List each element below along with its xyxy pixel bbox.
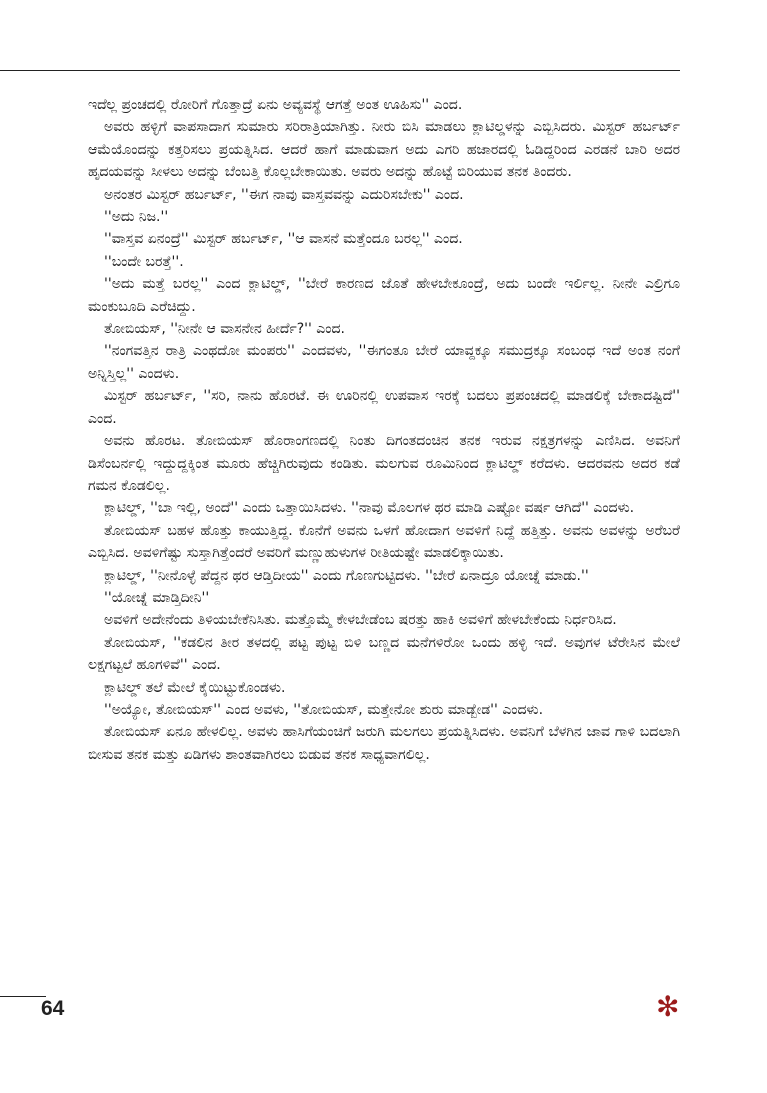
paragraph: ಅವನು ಹೊರಟ. ತೋಬಿಯಸ್ ಹೊರಾಂಗಣದಲ್ಲಿ ನಿಂತು ದಿಗಂತದಂಚಿನ ತನಕ ಇರುವ ನಕ್ಷತ್ರಗಳನ್ನು ಎಣಿಸಿದ. ಅವನಿಗೆ ಡಿಸೆಂಬರ್ನಲ್ಲಿ ಇದ್ದುದ್ದಕ್ಕಿಂತ ಮೂರು ಹೆಚ್ಚಿಗಿರುವುದು ಕಂಡಿತು. ಮಲಗುವ ರೂಮಿನಿಂದ ಕ್ಲಾಟಿಲ್ಡ್ ಕರೆದಳು. ಆದರವನು ಅದರ ಕಡೆ ಗಮನ ಕೊಡಲಿಲ್ಲ. <box>88 433 680 494</box>
paragraph: ಅವರು ಹಳ್ಳಿಗೆ ವಾಪಸಾದಾಗ ಸುಮಾರು ಸರಿರಾತ್ರಿಯಾಗಿತ್ತು. ನೀರು ಬಿಸಿ ಮಾಡಲು ಕ್ಲಾಟಿಲ್ಡಳನ್ನು ಎಬ್ಬಿಸಿದರು. ಮಿಸ್ಟರ್ ಹರ್ಬರ್ಟ್ ಆಮೆಯೊಂದನ್ನು ಕತ್ತರಿಸಲು ಪ್ರಯತ್ನಿಸಿದ. ಆದರೆ ಹಾಗೆ ಮಾಡುವಾಗ ಅದು ಎಗರಿ ಹಜಾರದಲ್ಲಿ ಓಡಿದ್ದರಿಂದ ಎರಡನೆ ಬಾರಿ ಅದರ ಹೃದಯವನ್ನು ಸೀಳಲು ಅದನ್ನು ಬೆಂಬತ್ತಿ ಕೊಲ್ಲಬೇಕಾಯಿತು. ಅವರು ಅದನ್ನು ಹೊಟ್ಟೆ ಬಿರಿಯುವ ತನಕ ತಿಂದರು. <box>88 119 680 181</box>
star-ornament-icon: ✻ <box>656 990 680 1023</box>
page-number: 64 <box>41 997 65 1020</box>
paragraph: ಕ್ಲಾಟಿಲ್ಡ್, ''ಬಾ ಇಲ್ಲಿ, ಅಂದೆ'' ಎಂದು ಒತ್ತಾಯಿಸಿದಳು. ''ನಾವು ಮೊಲಗಳ ಥರ ಮಾಡಿ ಎಷ್ಟೋ ವರ್ಷ ಆಗಿದೆ'' ಎಂದಳು. <box>104 500 635 517</box>
paragraph: ''ವಾಸ್ತವ ಏನಂದ್ರೆ'' ಮಿಸ್ಟರ್ ಹರ್ಬರ್ಟ್, ''ಆ ವಾಸನೆ ಮತ್ತೆಂದೂ ಬರಲ್ಲ'' ಎಂದ. <box>104 231 463 248</box>
paragraph: ತೋಬಿಯಸ್, ''ಕಡಲಿನ ತೀರ ತಳದಲ್ಲಿ ಪಟ್ಟ ಪುಟ್ಟ ಬಿಳಿ ಬಣ್ಣದ ಮನೆಗಳಿರೋ ಒಂದು ಹಳ್ಳಿ ಇದೆ. ಅವುಗಳ ಟೆರೇಸಿನ ಮೇಲೆ ಲಕ್ಷಗಟ್ಟಲೆ ಹೂಗಳಿವೆ'' ಎಂದ. <box>88 634 680 674</box>
paragraph: ಇದೆಲ್ಲ ಪ್ರಂಚದಲ್ಲಿ ರೋರಿಗೆ ಗೊತ್ತಾದ್ರೆ ಏನು ಅವ್ಯವಸ್ಥೆ ಆಗತ್ತೆ ಅಂತ ಊಹಿಸು'' ಎಂದ. <box>88 97 463 113</box>
paragraph: ''ಅಯ್ಯೋ, ತೋಬಿಯಸ್'' ಎಂದ ಅವಳು, ''ತೋಬಿಯಸ್, ಮತ್ತೇನೋ ಶುರು ಮಾಡ್ಬೇಡ'' ಎಂದಳು. <box>104 701 544 718</box>
paragraph: ''ಯೋಚ್ನೆ ಮಾಡ್ತಿದೀನಿ'' <box>104 589 210 606</box>
paragraph: ಕ್ಲಾಟಿಲ್ಡ್ ತಲೆ ಮೇಲೆ ಕೈಯಿಟ್ಟುಕೊಂಡಳು. <box>104 679 286 696</box>
paragraph: ಅನಂತರ ಮಿಸ್ಟರ್ ಹರ್ಬರ್ಟ್, ''ಈಗ ನಾವು ವಾಸ್ತವವನ್ನು ಎದುರಿಸಬೇಕು'' ಎಂದ. <box>104 186 464 203</box>
paragraph: ''ಅದು ನಿಜ.'' <box>104 209 169 226</box>
footer-rule <box>0 996 46 997</box>
paragraph: ''ಬಂದೇ ಬರತ್ತೆ''. <box>104 253 184 270</box>
paragraph: ತೋಬಿಯಸ್ ಬಹಳ ಹೊತ್ತು ಕಾಯುತ್ತಿದ್ದ. ಕೊನೆಗೆ ಅವನು ಒಳಗೆ ಹೋದಾಗ ಅವಳಿಗೆ ನಿದ್ದೆ ಹತ್ತಿತ್ತು. ಅವನು ಅವಳನ್ನು ಅರೆಬರೆ ಎಬ್ಬಿಸಿದ. ಅವಳಿಗೆಷ್ಟು ಸುಸ್ತಾಗಿತ್ತೆಂದರೆ ಅವರಿಗೆ ಮಣ್ಣುಹುಳುಗಳ ರೀತಿಯಷ್ಟೇ ಮಾಡಲಿಕ್ಕಾಯಿತು. <box>88 522 680 562</box>
body-text <box>88 94 680 766</box>
paragraph: ''ಅದು ಮತ್ತೆ ಬರಲ್ಲ'' ಎಂದ ಕ್ಲಾಟಿಲ್ಡ್, ''ಬೇರೆ ಕಾರಣದ ಜೊತೆ ಹೇಳಬೇಕೂಂದ್ರೆ, ಅದು ಬಂದೇ ಇರ್ಲಿಲ್ಲ. ನೀನೇ ಎಲ್ರಿಗೂ ಮಂಕುಬೂದಿ ಎರೆಚಿದ್ದು. <box>88 276 680 315</box>
paragraph: ಅವಳಿಗೆ ಅದೇನೆಂದು ತಿಳಿಯಬೇಕೆನಿಸಿತು. ಮತ್ತೊಮ್ಮೆ ಕೇಳಬೇಡೆಂಬ ಷರತ್ತು ಹಾಕಿ ಅವಳಿಗೆ ಹೇಳಬೇಕೆಂದು ನಿರ್ಧರಿಸಿದ. <box>104 612 617 629</box>
paragraph: ತೋಬಿಯಸ್ ಏನೂ ಹೇಳಲಿಲ್ಲ. ಅವಳು ಹಾಸಿಗೆಯಂಚಿಗೆ ಜರುಗಿ ಮಲಗಲು ಪ್ರಯತ್ನಿಸಿದಳು. ಅವನಿಗೆ ಬೆಳಗಿನ ಜಾವ ಗಾಳಿ ಬದಲಾಗಿ ಬೀಸುವ ತನಕ ಮತ್ತು ಏಡಿಗಳು ಶಾಂತವಾಗಿರಲು ಬಿಡುವ ತನಕ ಸಾಧ್ಯವಾಗಲಿಲ್ಲ. <box>88 724 680 763</box>
paragraph: ಮಿಸ್ಟರ್ ಹರ್ಬರ್ಟ್, ''ಸರಿ, ನಾನು ಹೊರಟೆ. ಈ ಊರಿನಲ್ಲಿ ಉಪವಾಸ ಇರಕ್ಕೆ ಬದಲು ಪ್ರಪಂಚದಲ್ಲಿ ಮಾಡಲಿಕ್ಕೆ ಬೇಕಾದಷ್ಟಿದೆ'' ಎಂದ. <box>88 388 680 427</box>
paragraph: ಕ್ಲಾಟಿಲ್ಡ್, ''ನೀನೊಳ್ಳೆ ಪೆದ್ದನ ಥರ ಆಡ್ತಿದೀಯ'' ಎಂದು ಗೊಣಗುಟ್ಟಿದಳು. ''ಬೇರೆ ಏನಾದ್ರೂ ಯೋಚ್ನೆ ಮಾಡು.'' <box>104 567 589 584</box>
paragraph: ತೋಬಿಯಸ್, ''ನೀನೇ ಆ ವಾಸನೇನ ಹೀರ್ದೆ?'' ಎಂದ. <box>104 321 345 338</box>
top-rule <box>0 70 680 71</box>
paragraph: ''ನಂಗವತ್ತಿನ ರಾತ್ರಿ ಎಂಥದೋ ಮಂಪರು'' ಎಂದವಳು, ''ಈಗಂತೂ ಬೇರೆ ಯಾವ್ದಕ್ಕೂ ಸಮುದ್ರಕ್ಕೂ ಸಂಬಂಧ ಇದೆ ಅಂತ ನಂಗೆ ಅನ್ನಿಸ್ತಿಲ್ಲ'' ಎಂದಳು. <box>88 343 680 382</box>
